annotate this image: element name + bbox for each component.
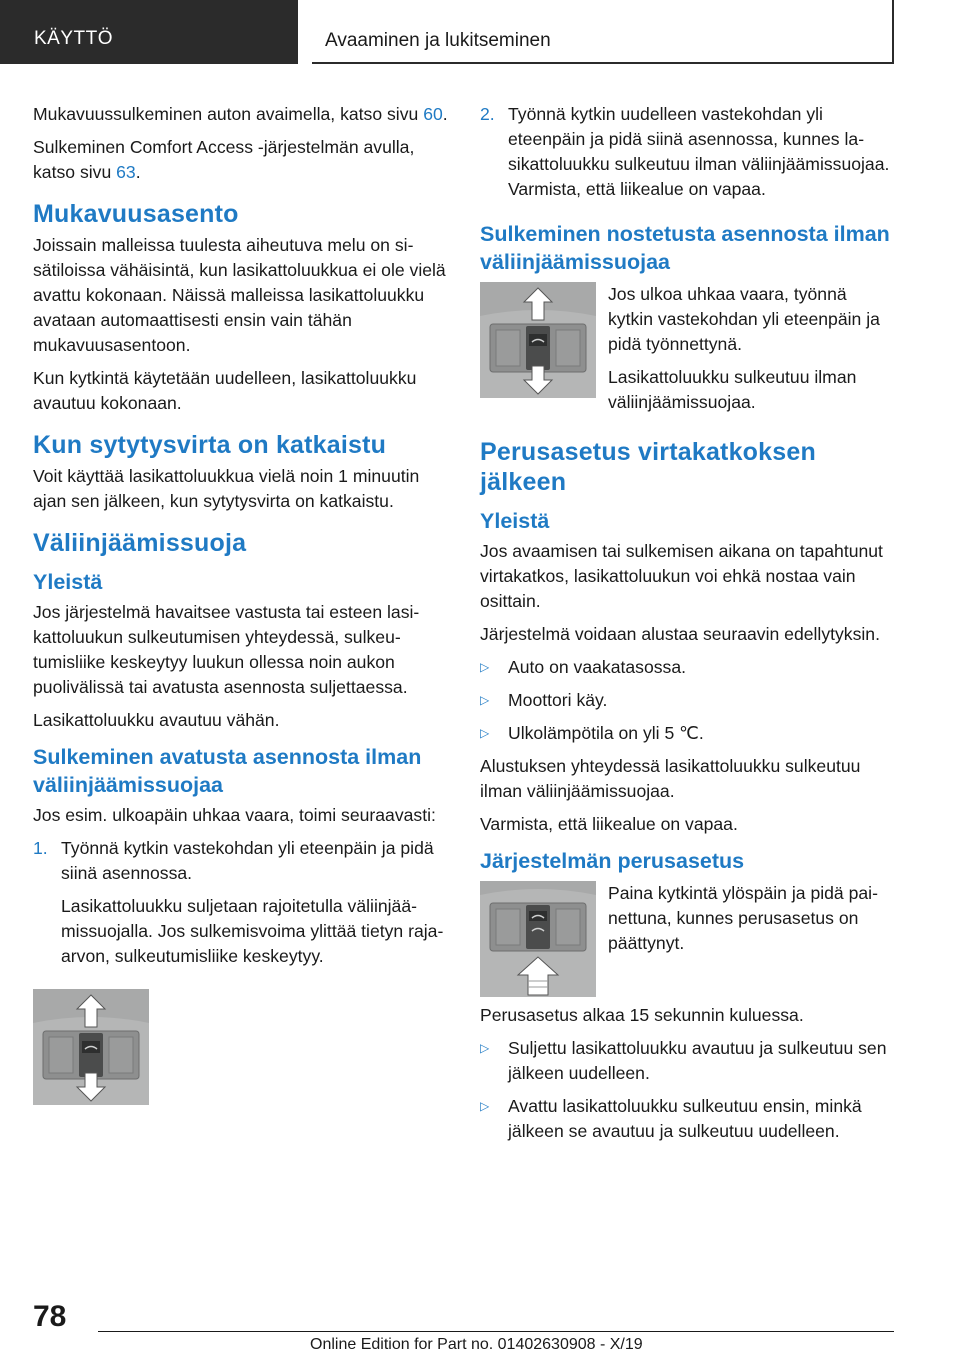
system-reset-paragraph-2: Perusasetus alkaa 15 sekunnin kuluessa. (480, 1005, 804, 1025)
step-1-text: Työnnä kytkin vastekohdan yli eteenpäin ja pidä siinä asennossa. (61, 838, 434, 883)
page-link-63[interactable]: 63 (116, 162, 136, 182)
reset-paragraph-1: Jos avaamisen tai sulkemisen aikana on tapahtunut virtakatkos, lasikattoluukun voi ehkä nostaa vain osittain. (480, 541, 883, 611)
list-item (480, 1094, 894, 1144)
reset-paragraph-3: Alustuksen yhteydessä lasikattoluukku sulkeutuu ilman väliinjäämissuojaa. (480, 756, 861, 801)
intro-paragraph-1 (33, 102, 449, 127)
switch-push-forward-icon (480, 282, 596, 398)
reset-paragraph-2: Järjestelmä voidaan alustaa seuraavin edellytyksin. (480, 624, 880, 644)
bullet-text: Moottori käy. (508, 690, 608, 710)
right-column (480, 102, 894, 1152)
bullet-triangle-icon: ▷ (480, 1099, 490, 1113)
subheading-general: Yleistä (33, 570, 103, 594)
heading-reset-after-power-loss: Perusasetus virtakatkoksen jälkeen (480, 438, 816, 496)
step-number: 2. (480, 104, 495, 124)
step-2 (480, 102, 894, 210)
intro-text-end: . (442, 104, 448, 124)
subheading-general: Yleistä (480, 509, 550, 533)
step-2-text: Työnnä kytkin uudelleen vastekohdan yli eteenpäin ja pidä siinä asennossa, kunnes lasikattoluukku sulkeutuu ilman väliinjäämissuojaa. Varmista, että liikealue on vapaa. (508, 104, 890, 199)
pinch-paragraph-1: Jos järjestelmä havaitsee vastusta tai esteen lasikattoluukun sulkeutumisen yhteydessä, sulkeutumisliike keskeytyy luukun ollessa noin aukon puolivälissä tai avatusta asennosta suljettaessa. (33, 602, 420, 697)
subheading-system-reset: Järjestelmän perusasetus (480, 849, 745, 873)
bullet-text: Ulkolämpötila on yli 5 ℃. (508, 723, 704, 743)
bullet-triangle-icon: ▷ (480, 1041, 490, 1055)
bullet-triangle-icon: ▷ (480, 693, 490, 707)
step-1-note: Lasikattoluukku suljetaan rajoitetulla väliinjäämissuojalla. Jos sulkemisvoima ylittää tietyn raja-arvon, sulkeutumisliike keskeytyy. (61, 896, 444, 966)
bullet-triangle-icon: ▷ (480, 660, 490, 674)
section-label: KÄYTTÖ (34, 28, 114, 49)
intro-text-end: . (135, 162, 141, 182)
subheading-close-from-raised: Sulkeminen nostetusta asennosta ilman väliinjäämissuojaa (480, 222, 890, 274)
subheading-close-from-open: Sulkeminen avatusta asennosta ilman väliinjäämissuojaa (33, 745, 422, 797)
heading-ignition-off: Kun sytytysvirta on katkaistu (33, 431, 387, 459)
comfort-paragraph-1: Joissain malleissa tuulesta aiheutuva melu on sisätiloissa vähäisintä, kun lasikattoluukkua ei ole vielä avattu kokonaan. Näissä malleissa lasikattoluukku avataan automaattisesti ensin vain tähän mukavuusasentoon. (33, 235, 446, 355)
raised-paragraph-1: Jos ulkoa uhkaa vaara, työnnä kytkin vastekohdan yli eteenpäin ja pidä työnnettynä. (608, 284, 880, 354)
close-open-paragraph: Jos esim. ulkoapäin uhkaa vaara, toimi seuraavasti: (33, 805, 436, 825)
section-tab (0, 0, 298, 64)
footer-divider (98, 1331, 894, 1332)
footer-edition: Online Edition for Part no. 01402630908 - X/19 (310, 1336, 643, 1353)
bullet-text: Suljettu lasikattoluukku avautuu ja sulkeutuu sen jälkeen uudelleen. (508, 1038, 887, 1083)
heading-pinch-protection: Väliinjäämissuoja (33, 529, 247, 557)
step-number: 1. (33, 838, 48, 858)
left-column (33, 102, 449, 1105)
ignition-paragraph: Voit käyttää lasikattoluukkua vielä noin 1 minuutin ajan sen jälkeen, kun sytytysvirta on katkaistu. (33, 466, 420, 511)
heading-comfort-position: Mukavuusasento (33, 200, 239, 228)
intro-text: Mukavuussulkeminen auton avaimella, katso sivu (33, 104, 424, 124)
list-item (480, 1036, 894, 1086)
intro-text: Sulkeminen Comfort Access -järjestelmän avulla, katso sivu (33, 137, 415, 182)
list-item (480, 688, 894, 713)
list-item (480, 721, 894, 746)
figure-close-raised (480, 282, 894, 423)
chapter-title: Avaaminen ja lukitseminen (325, 30, 551, 51)
raised-paragraph-2: Lasikattoluukku sulkeutuu ilman väliinjäämissuojaa. (608, 367, 857, 412)
reset-paragraph-4: Varmista, että liikealue on vapaa. (480, 814, 738, 834)
bullet-triangle-icon: ▷ (480, 726, 490, 740)
intro-paragraph-2 (33, 135, 449, 185)
sunroof-switch-illustration (480, 881, 596, 997)
sunroof-switch-illustration (33, 989, 149, 1105)
comfort-paragraph-2: Kun kytkintä käytetään uudelleen, lasikattoluukku avautuu kokonaan. (33, 368, 417, 413)
pinch-paragraph-2: Lasikattoluukku avautuu vähän. (33, 710, 280, 730)
system-reset-paragraph: Paina kytkintä ylöspäin ja pidä painettuna, kunnes perusasetus on päättynyt. (608, 883, 878, 953)
figure-system-reset (480, 881, 894, 997)
bullet-text: Avattu lasikattoluukku sulkeutuu ensin, minkä jälkeen se avautuu ja sulkeutuu uudelleen. (508, 1096, 862, 1141)
step-1 (33, 836, 449, 977)
page-link-60[interactable]: 60 (423, 104, 443, 124)
sunroof-switch-illustration (480, 282, 596, 398)
chapter-header (312, 0, 894, 64)
switch-push-forward-icon (33, 989, 149, 1105)
page-number: 78 (33, 1300, 67, 1333)
bullet-text: Auto on vaakatasossa. (508, 657, 687, 677)
list-item (480, 655, 894, 680)
switch-push-up-icon (480, 881, 596, 997)
